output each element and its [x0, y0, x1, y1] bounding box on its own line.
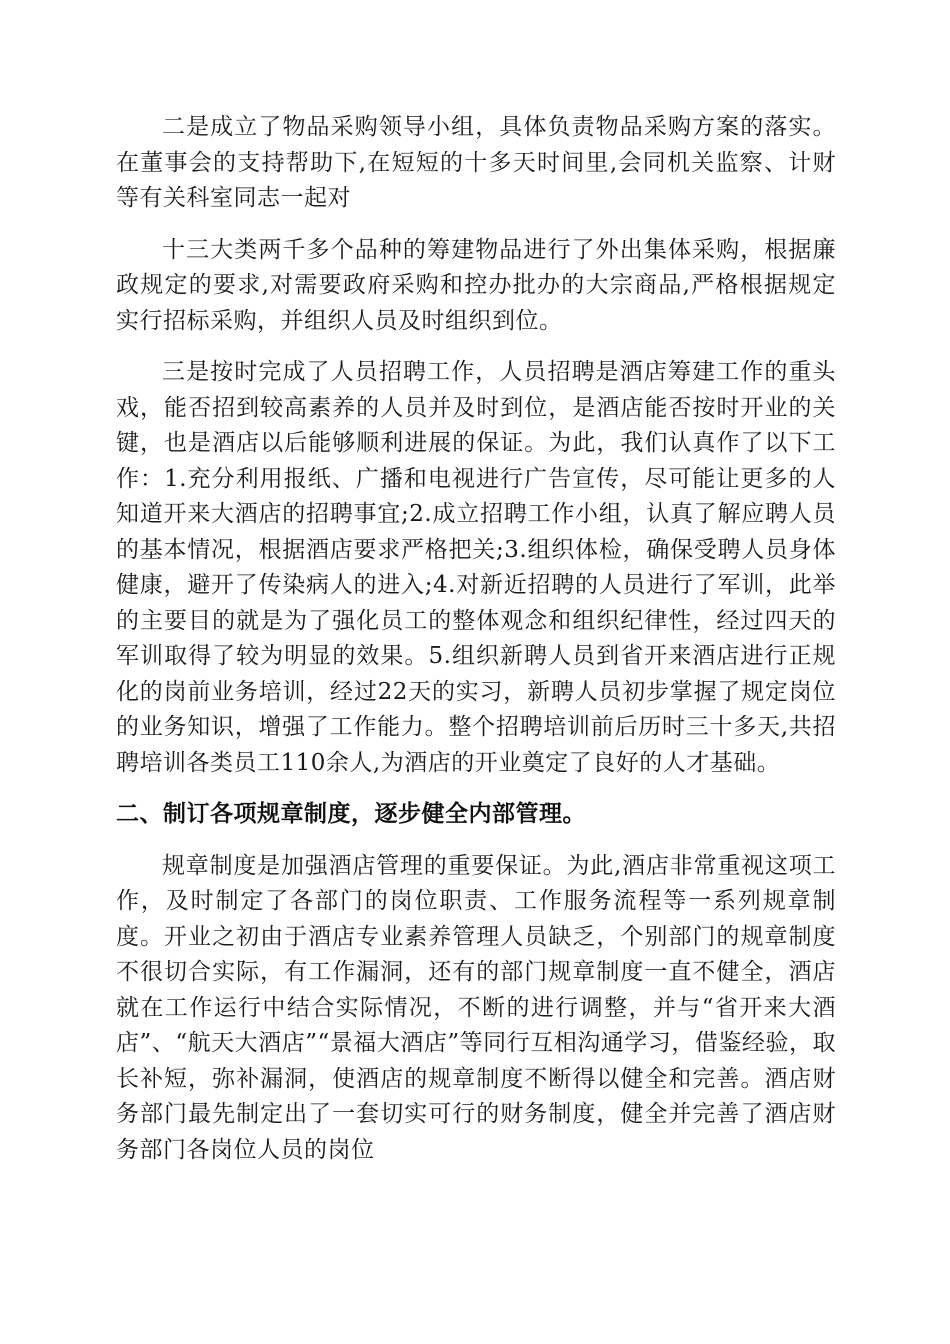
paragraph-recruitment: 三是按时完成了人员招聘工作，人员招聘是酒店筹建工作的重头戏，能否招到较高素养的人员并及时到位，是酒店能否按时开业的关键，也是酒店以后能够顺利进展的保证。为此，我们认真作了以下工作：1.充分利用报纸、广播和电视进行广告宣传，尽可能让更多的人知道开来大酒店的招聘事宜;2.成立招聘工作小组，认真了解应聘人员的基本情况，根据酒店要求严格把关;3.组织体检，确保受聘人员身体健康，避开了传染病人的进入;4.对新近招聘的人员进行了军训，此举的主要目的就是为了强化员工的整体观念和组织纪律性，经过四天的军训取得了较为明显的效果。5.组织新聘人员到省开来酒店进行正规化的岗前业务培训，经过22天的实习，新聘人员初步掌握了规定岗位的业务知识，增强了工作能力。整个招聘培训前后历时三十多天,共招聘培训各类员工110余人,为酒店的开业奠定了良好的人才基础。 [116, 359, 836, 776]
paragraph-procurement-group: 二是成立了物品采购领导小组，具体负责物品采购方案的落实。在董事会的支持帮助下,在短短的十多天时间里,会同机关监察、计财等有关科室同志一起对 [116, 114, 836, 211]
document-body [116, 110, 836, 1184]
paragraph-regulations: 规章制度是加强酒店管理的重要保证。为此,酒店非常重视这项工作，及时制定了各部门的岗位职责、工作服务流程等一系列规章制度。开业之初由于酒店专业素养管理人员缺乏，个别部门的规章制度不很切合实际，有工作漏洞，还有的部门规章制度一直不健全，酒店就在工作运行中结合实际情况，不断的进行调整，并与“省开来大酒店”、“航天大酒店”“景福大酒店”等同行互相沟通学习，借鉴经验，取长补短，弥补漏洞，使酒店的规章制度不断得以健全和完善。酒店财务部门最先制定出了一套切实可行的财务制度，健全并完善了酒店财务部门各岗位人员的岗位 [116, 852, 836, 1163]
section-heading: 二、制订各项规章制度，逐步健全内部管理。 [116, 801, 586, 827]
paragraph-procurement-details: 十三大类两千多个品种的筹建物品进行了外出集体采购，根据廉政规定的要求,对需要政府采购和控办批办的大宗商品,严格根据规定实行招标采购，并组织人员及时组织到位。 [116, 236, 836, 334]
